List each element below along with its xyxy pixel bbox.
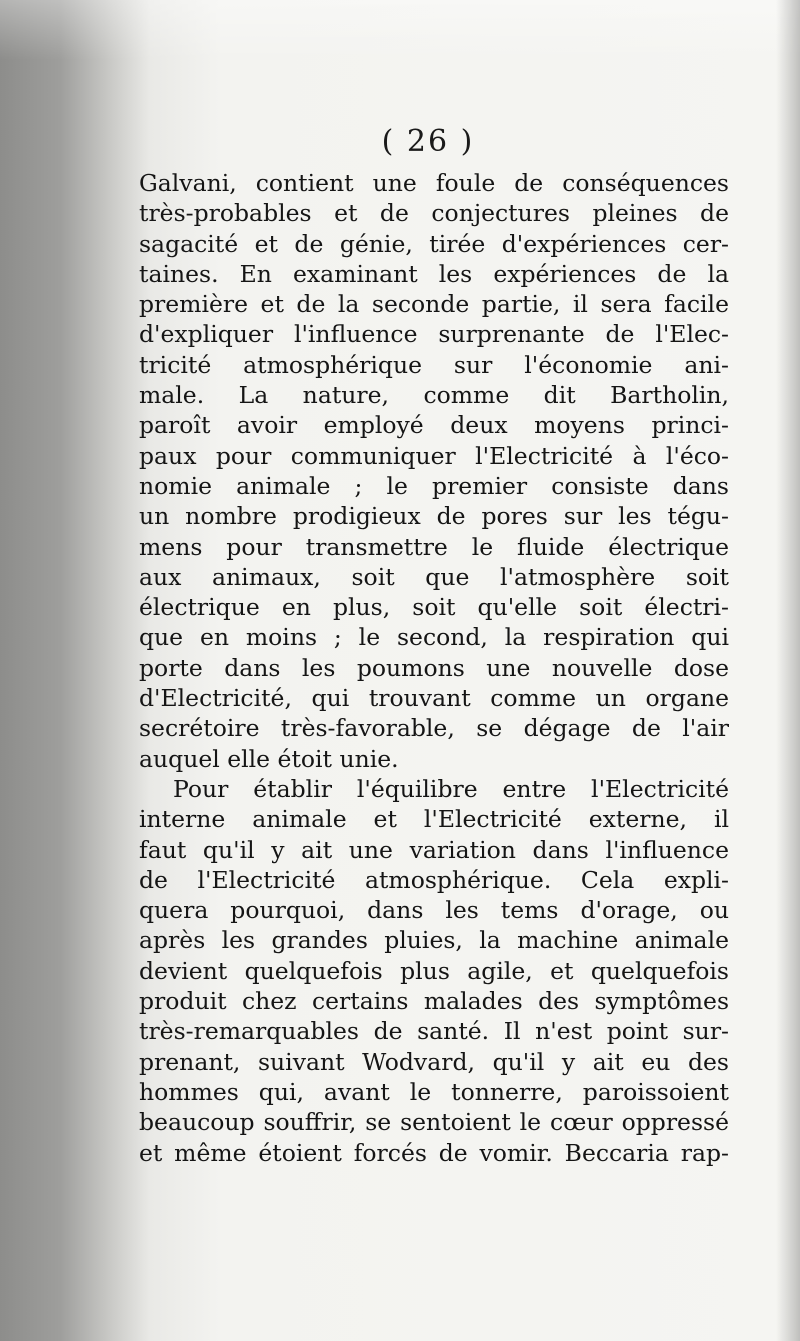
text-line: porte dans les poumons une nouvelle dose xyxy=(139,653,729,682)
text-line: produit chez certains malades des symptômes xyxy=(139,987,729,1016)
page-number: ( 26 ) xyxy=(381,124,475,159)
text-line: d'Electricité, qui trouvant comme un organe xyxy=(139,684,729,713)
text-line: quera pourquoi, dans les tems d'orage, ou xyxy=(139,896,729,925)
text-line: auquel elle étoit unie. xyxy=(139,744,399,773)
text-line: secrétoire très-favorable, se dégage de l'air xyxy=(139,714,729,743)
text-line: taines. En examinant les expériences de la xyxy=(139,259,729,288)
text-line: nomie animale ; le premier consiste dans xyxy=(139,471,729,500)
text-line: électrique en plus, soit qu'elle soit électri- xyxy=(139,593,729,622)
text-line: paux pour communiquer l'Electricité à l'éco- xyxy=(139,441,729,470)
text-line: interne animale et l'Electricité externe, il xyxy=(139,805,729,834)
text-line: paroît avoir employé deux moyens princi- xyxy=(139,411,729,440)
text-line: très-remarquables de santé. Il n'est point sur- xyxy=(139,1017,729,1046)
text-line: Galvani, contient une foule de conséquences xyxy=(139,169,729,197)
text-line: beaucoup souffrir, se sentoient le cœur oppressé xyxy=(139,1108,729,1137)
text-line: aux animaux, soit que l'atmosphère soit xyxy=(139,562,729,591)
text-line: Pour établir l'équilibre entre l'Electricité xyxy=(173,774,729,803)
text-line: première et de la seconde partie, il sera facile xyxy=(139,290,729,319)
text-line: que en moins ; le second, la respiration qui xyxy=(139,623,729,652)
text-line: un nombre prodigieux de pores sur les tégu- xyxy=(139,502,729,531)
page-shading xyxy=(0,0,800,60)
text-line: devient quelquefois plus agile, et quelquefois xyxy=(139,956,729,985)
body-text xyxy=(139,168,729,1168)
text-line: très-probables et de conjectures pleines de xyxy=(139,199,729,228)
text-line: mens pour transmettre le fluide électrique xyxy=(139,532,729,561)
text-line: prenant, suivant Wodvard, qu'il y ait eu des xyxy=(139,1047,729,1076)
text-line: de l'Electricité atmosphérique. Cela expli- xyxy=(139,865,729,894)
text-line: male. La nature, comme dit Bartholin, xyxy=(139,381,729,410)
page-edge-shadow xyxy=(776,0,800,1341)
text-line: sagacité et de génie, tirée d'expériences cer- xyxy=(139,229,729,258)
text-line: et même étoient forcés de vomir. Beccaria rap- xyxy=(139,1138,729,1167)
text-line: faut qu'il y ait une variation dans l'influence xyxy=(139,835,729,864)
text-line: d'expliquer l'influence surprenante de l'Elec- xyxy=(139,320,729,349)
text-line: tricité atmosphérique sur l'économie ani- xyxy=(139,350,729,379)
text-line: après les grandes pluies, la machine animale xyxy=(139,926,729,955)
text-line: hommes qui, avant le tonnerre, paroissoient xyxy=(139,1077,729,1106)
